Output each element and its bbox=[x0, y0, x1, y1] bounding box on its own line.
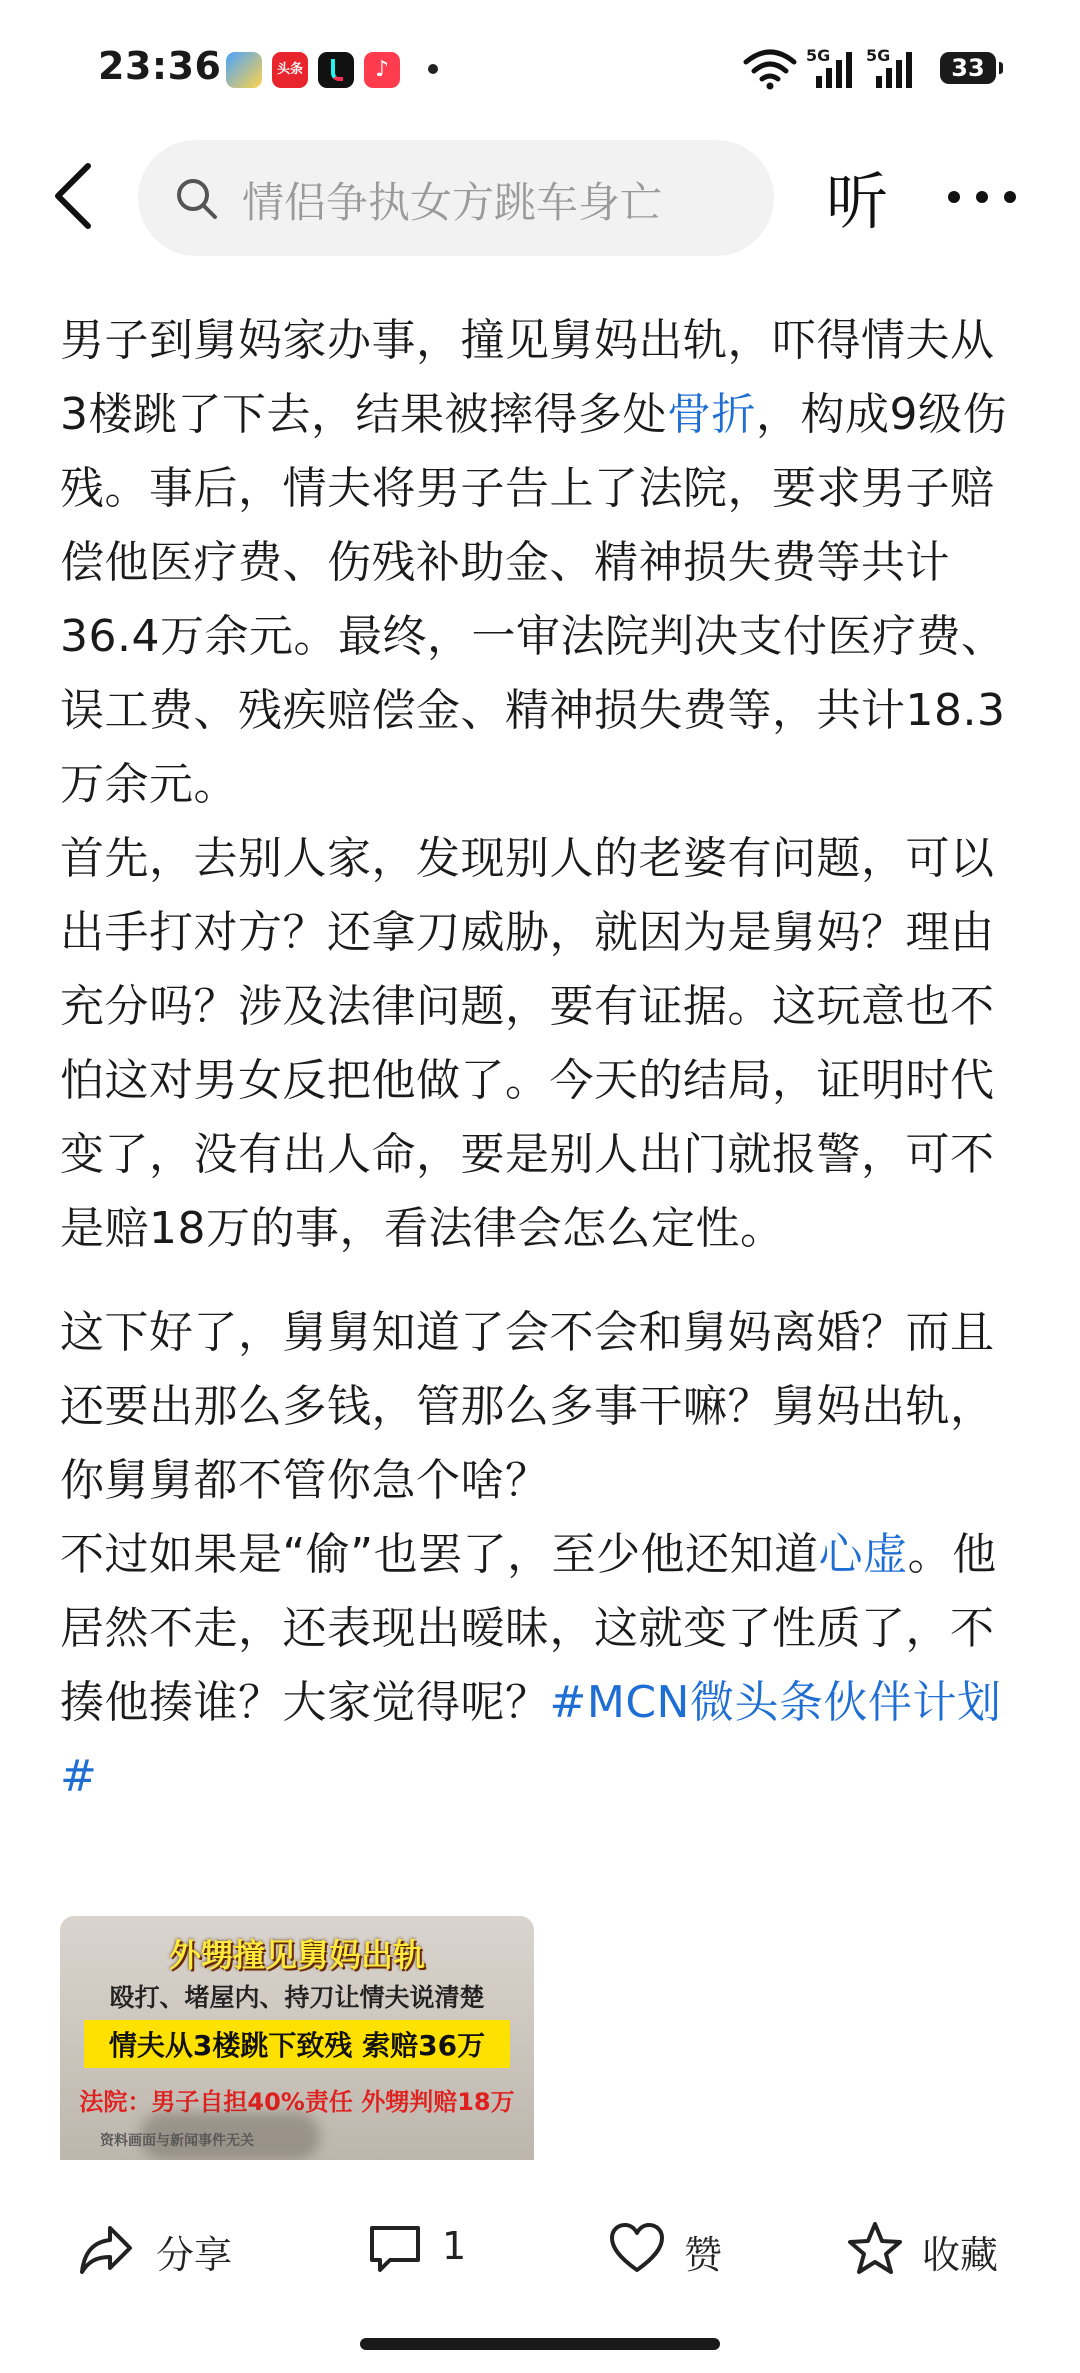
paragraph-text: 。他居然不走，还表现出暧昧，这就变了性质了，不揍他揍谁？大家觉得呢？ bbox=[60, 1529, 997, 1728]
toutiao-app-icon: 头条 bbox=[272, 52, 308, 88]
heart-icon bbox=[608, 2220, 666, 2278]
network-type-label: 5G bbox=[866, 46, 891, 65]
home-indicator[interactable] bbox=[360, 2338, 720, 2350]
paragraph-2: 首先，去别人家，发现别人的老婆有问题，可以出手打对方？还拿刀威胁，就因为是舅妈？理由充分吗？涉及法律问题，要有证据。这玩意也不怕这对男女反把他做了。今天的结局，证明时代变了，没有出人命，要是别人出门就报警，可不是赔18万的事，看法律会怎么定性。 bbox=[60, 833, 995, 1254]
image-subtitle: 殴打、堵屋内、持刀让情夫说清楚 bbox=[109, 1983, 485, 2012]
search-icon bbox=[174, 176, 220, 222]
status-bar bbox=[0, 0, 1080, 140]
more-notifications-icon bbox=[428, 64, 438, 74]
comment-icon bbox=[366, 2220, 424, 2278]
favorite-button[interactable] bbox=[846, 2214, 1016, 2286]
keyword-link-fracture[interactable]: 骨折 bbox=[667, 389, 756, 440]
image-title: 外甥撞见舅妈出轨 bbox=[168, 1936, 425, 1974]
battery-indicator: 33 bbox=[940, 52, 996, 84]
paragraph-text: 男子到舅妈家办事，撞见舅妈出轨，吓得情夫从3楼跳了下去，结果被摔得多处 bbox=[60, 315, 995, 440]
listen-button[interactable]: 听 bbox=[826, 165, 889, 238]
paragraph-4 bbox=[60, 1518, 1020, 1814]
favorite-label: 收藏 bbox=[922, 2233, 999, 2277]
image-caption: 资料画面与新闻事件无关 bbox=[100, 2133, 254, 2149]
article-image[interactable] bbox=[60, 1916, 534, 2160]
paragraph-text: ，构成9级伤残。事后，情夫将男子告上了法院，要求男子赔偿他医疗费、伤残补助金、精神损失费等共计36.4万余元。最终，一审法院判决支付医疗费、误工费、残疾赔偿金、精神损失费等，共计18.3万余元。 bbox=[60, 389, 1007, 810]
hashtag-link[interactable]: #MCN微头条伙伴计划# bbox=[60, 1677, 1002, 1802]
more-options-icon[interactable] bbox=[948, 188, 1032, 207]
comment-count: 1 bbox=[442, 2224, 467, 2268]
weather-app-icon bbox=[226, 52, 262, 88]
network-type-label: 5G bbox=[806, 46, 831, 65]
status-time: 23:36 bbox=[98, 44, 222, 88]
comment-button[interactable] bbox=[366, 2214, 486, 2286]
like-label: 赞 bbox=[684, 2233, 723, 2277]
share-icon bbox=[78, 2220, 136, 2278]
image-court-line: 法院：男子自担40%责任 外甥判赔18万 bbox=[79, 2088, 515, 2116]
music-app-icon: ♪ bbox=[364, 52, 400, 88]
tiktok-app-icon bbox=[318, 52, 354, 88]
paragraph-text: 不过如果是“偷”也罢了，至少他还知道 bbox=[60, 1529, 819, 1580]
article-body bbox=[60, 304, 1020, 1814]
share-label: 分享 bbox=[156, 2233, 233, 2277]
search-input[interactable]: 情侣争执女方跳车身亡 bbox=[242, 178, 663, 227]
paragraph-3: 这下好了，舅舅知道了会不会和舅妈离婚？而且还要出那么多钱，管那么多事干嘛？舅妈出轨，你舅舅都不管你急个啥？ bbox=[60, 1307, 995, 1506]
image-highlight: 情夫从3楼跳下致残 索赔36万 bbox=[108, 2029, 486, 2062]
share-button[interactable] bbox=[78, 2214, 248, 2286]
wifi-icon bbox=[742, 46, 798, 90]
search-bar[interactable] bbox=[138, 140, 774, 256]
paragraph-1 bbox=[60, 304, 1020, 822]
bottom-action-bar bbox=[0, 2190, 1080, 2310]
keyword-link-guilty[interactable]: 心虚 bbox=[818, 1529, 908, 1580]
star-icon bbox=[846, 2220, 904, 2278]
like-button[interactable] bbox=[608, 2214, 748, 2286]
back-arrow-icon[interactable] bbox=[48, 160, 98, 232]
